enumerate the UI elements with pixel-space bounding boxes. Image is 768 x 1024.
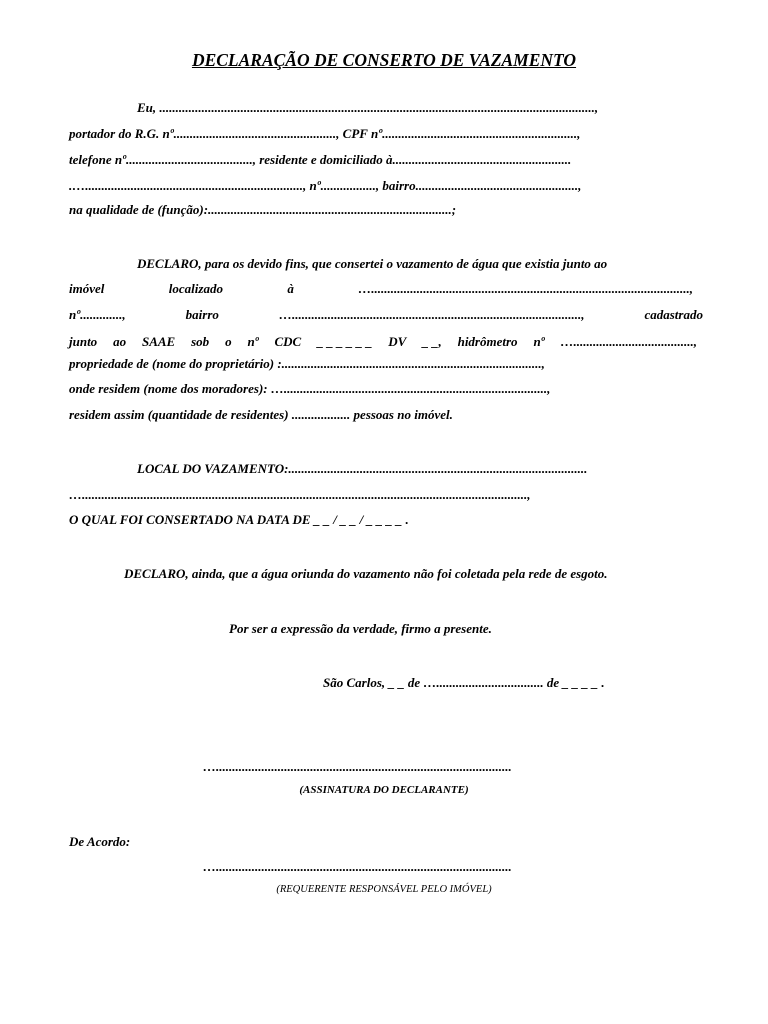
text-segment: nº............., — [69, 307, 126, 322]
saae-registration-line — [69, 334, 697, 350]
text-segment: sob — [191, 334, 210, 349]
sewage-declaration-line: DECLARO, ainda, que a água oriunda do vazamento não foi coletada pela rede de esgoto. — [124, 566, 608, 581]
leak-location-continuation-line: …........................................................................................................................................., — [69, 487, 531, 502]
text-segment: junto — [69, 334, 98, 349]
declaration-intro-line: DECLARO, para os devido fins, que consertei o vazamento de água que existia junto ao — [137, 256, 608, 271]
leak-location-line: LOCAL DO VAZAMENTO:............................................................................................ — [137, 461, 588, 476]
text-segment: cadastrado — [644, 307, 703, 322]
text-segment: nº — [247, 334, 259, 349]
text-segment: SAAE — [141, 334, 176, 349]
truth-statement-line: Por ser a expressão da verdade, firmo a presente. — [229, 621, 492, 636]
text-segment: nº — [533, 334, 545, 349]
text-segment: localizado — [168, 281, 223, 296]
identity-function-line: na qualidade de (função):...........................................................................; — [69, 202, 457, 217]
text-segment: …........................................................................................., — [278, 307, 585, 322]
residents-count-line: residem assim (quantidade de residentes) .................. pessoas no imóvel. — [69, 407, 453, 422]
identity-number-district-line: .…..................................................................., nº................., bairro.................................................., — [69, 178, 582, 193]
declarant-signature-line: …........................................................................................... — [203, 759, 512, 774]
owner-signature-label: (REQUERENTE RESPONSÁVEL PELO IMÓVEL) — [276, 884, 492, 895]
text-segment: …....................................., — [560, 334, 697, 349]
text-segment: _ _, — [422, 334, 442, 349]
identity-name-line: Eu, ......................................................................................................................................, — [137, 100, 599, 115]
text-segment: bairro — [185, 307, 219, 322]
text-segment: hidrômetro — [457, 334, 518, 349]
owner-signature-line: …........................................................................................... — [203, 859, 512, 874]
text-segment: o — [225, 334, 232, 349]
owner-name-line: propriedade de (nome do proprietário) :................................................................................, — [69, 356, 545, 371]
text-segment: DV — [388, 334, 407, 349]
identity-phone-address-line: telefone nº......................................., residente e domiciliado à....................................................... — [69, 152, 572, 167]
declarant-signature-label: (ASSINATURA DO DECLARANTE) — [299, 784, 469, 796]
text-segment: ao — [113, 334, 127, 349]
text-segment: à — [287, 281, 294, 296]
document-title: DECLARAÇÃO DE CONSERTO DE VAZAMENTO — [191, 50, 577, 70]
repair-date-line: O QUAL FOI CONSERTADO NA DATA DE _ _ / _ _ / _ _ _ _ . — [69, 512, 409, 527]
residents-names-line: onde residem (nome dos moradores): …................................................................................., — [69, 381, 551, 396]
agreement-label: De Acordo: — [69, 834, 131, 849]
place-date-line: São Carlos, _ _ de …................................. de _ _ _ _ . — [323, 675, 605, 690]
property-district-line — [69, 307, 703, 323]
identity-rg-cpf-line: portador do R.G. nº.................................................., CPF nº............................................................, — [69, 126, 581, 141]
text-segment: CDC — [274, 334, 302, 349]
property-location-line — [69, 281, 693, 297]
text-segment: _ _ _ _ _ _ — [317, 334, 373, 349]
text-segment: ….................................................................................................., — [358, 281, 693, 296]
text-segment: imóvel — [69, 281, 105, 296]
